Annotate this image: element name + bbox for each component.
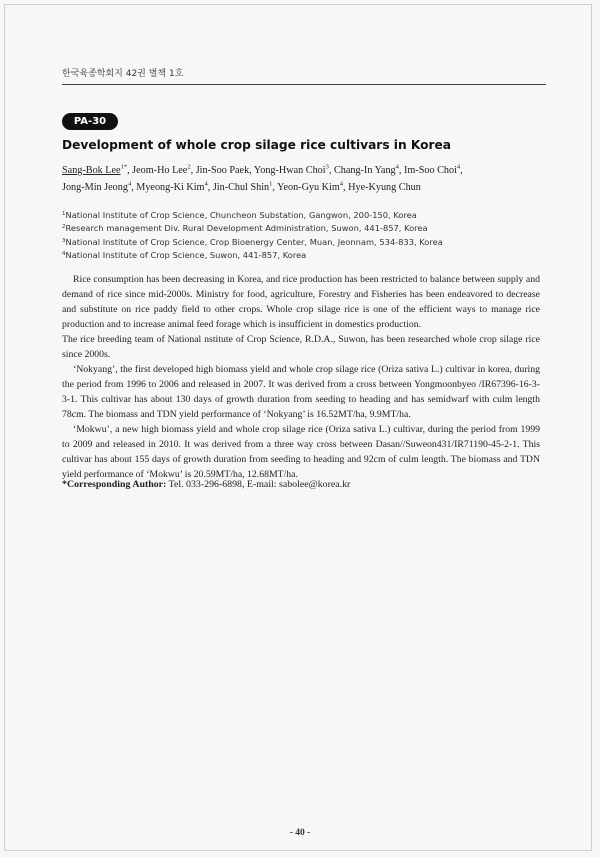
affiliation-text: National Institute of Crop Science, Suwon, 441-857, Korea	[65, 249, 307, 260]
affiliation-number: 2	[62, 224, 66, 231]
affiliation-list	[62, 209, 552, 262]
author	[62, 182, 134, 193]
affiliation	[62, 222, 552, 235]
affiliation-text: National Institute of Crop Science, Chuncheon Substation, Gangwon, 200-150, Korea	[65, 210, 417, 220]
affiliation	[62, 236, 552, 249]
abstract-paragraph: The rice breeding team of National nstitute of Crop Science, R.D.A., Suwon, has been researched whole crop silage rice since 2000s.	[62, 334, 540, 360]
author	[136, 182, 210, 193]
affiliation-text: Research management Div. Rural Development Administration, Suwon, 441-857, Korea	[65, 223, 428, 234]
author	[196, 165, 252, 176]
author-separator: ,	[343, 182, 346, 193]
author-name: Jeom-Ho Lee	[132, 165, 188, 176]
author-affiliation-marker: 4	[395, 163, 399, 171]
author-separator: ,	[127, 165, 130, 176]
corresponding-label: *Corresponding Author:	[62, 479, 167, 490]
author-affiliation-marker: 1	[269, 180, 273, 188]
abstract-id-badge: PA-30	[62, 113, 118, 130]
author-name: Hye-Kyung Chun	[348, 182, 421, 193]
author-name: Yong-Hwan Choi	[253, 165, 326, 176]
abstract-paragraph: ‘Nokyang’, the first developed high biomass yield and whole crop silage rice (Oriza sativa L.) cultivar in korea, during the period from 1996 to 2006 and released in 2007. It was derived from a cross between Yongmoonbyeo /IR67396-16-3-3-1. This cultivar has about 130 days of growth duration from seeding to heading and has semidwarf with culm length 78cm. The biomass and TDN yield performance of ‘Nokyang’ is 16.52MT/ha, 9.9MT/ha.	[62, 364, 540, 420]
author-separator: ,	[249, 165, 252, 176]
author-separator: ,	[328, 165, 332, 176]
corresponding-author	[62, 479, 540, 490]
affiliation	[62, 209, 552, 222]
author-separator: ,	[190, 165, 194, 176]
author-affiliation-marker: 4	[339, 180, 344, 188]
author-name: Jin-Soo Paek	[195, 165, 250, 176]
author	[348, 182, 421, 193]
author-affiliation-marker: 4	[204, 180, 208, 188]
affiliation-number: 1	[62, 211, 66, 217]
author	[277, 182, 345, 193]
author-affiliation-marker: 2	[187, 163, 191, 171]
affiliation-number: 3	[62, 237, 66, 244]
author-name: Im-Soo Choi	[403, 165, 457, 176]
page-number: - 40 -	[289, 828, 311, 838]
affiliation-text: National Institute of Crop Science, Crop Bioenergy Center, Muan, Jeonnam, 534-833, Korea	[65, 236, 443, 247]
author	[254, 165, 332, 176]
abstract-paragraph: Rice consumption has been decreasing in Korea, and rice production has been restricted to balance between supply and demand of rice since mid-2000s. Ministry for food, agriculture, Forestry and Fisheries has been endeavored to decrease and substitute on rice paddy field to other crops. Whole crop silage rice is one of the efficient ways to manage rice production and to increase animal feed forage which is insufficient in domestics production.	[62, 274, 540, 330]
author-name: Yeon-Gyu Kim	[277, 182, 340, 193]
author-affiliation-marker: 3	[325, 163, 329, 171]
affiliation-number: 4	[62, 250, 66, 257]
author-name: Chang-In Yang	[333, 165, 396, 176]
abstract-body	[62, 272, 540, 482]
author-affiliation-marker: 4	[456, 163, 461, 171]
affiliation	[62, 249, 552, 262]
author	[334, 165, 402, 176]
author-list	[62, 162, 552, 196]
author-separator: ,	[207, 182, 211, 193]
paper-title: Development of whole crop silage rice cultivars in Korea	[62, 138, 452, 152]
abstract-paragraph: ‘Mokwu’, a new high biomass yield and whole crop silage rice (Oriza sativa L.) cultivar, during the period from 1999 to 2009 and released in 2010. It was derived from a three way cross between Dasan//Suweon431/IR71190-45-2-1. This cultivar has about 155 days of growth duration from seeding to heading and 92cm of culm length. The biomass and TDN yield performance of ‘Mokwu’ is 20.59MT/ha, 12.68MT/ha.	[62, 424, 540, 480]
author-affiliation-marker: 4	[127, 180, 132, 188]
author-separator: ,	[131, 182, 134, 193]
author-separator: ,	[398, 165, 402, 176]
journal-header: 한국육종학회지 42권 별책 1호	[62, 69, 184, 79]
author-name: Jong-Min Jeong	[62, 182, 128, 193]
author-name: Myeong-Ki Kim	[136, 182, 205, 193]
author	[132, 165, 193, 176]
author-separator: ,	[460, 165, 463, 176]
author	[62, 165, 130, 176]
author	[404, 165, 463, 176]
header-rule	[62, 84, 546, 85]
author-separator: ,	[272, 182, 275, 193]
author	[213, 182, 275, 193]
corresponding-contact: Tel. 033-296-6898, E-mail: sabolee@korea.kr	[166, 479, 351, 490]
author-affiliation-marker: 1*	[120, 163, 128, 171]
author-name: Sang-Bok Lee	[62, 165, 121, 176]
author-name: Jin-Chul Shin	[212, 182, 270, 193]
